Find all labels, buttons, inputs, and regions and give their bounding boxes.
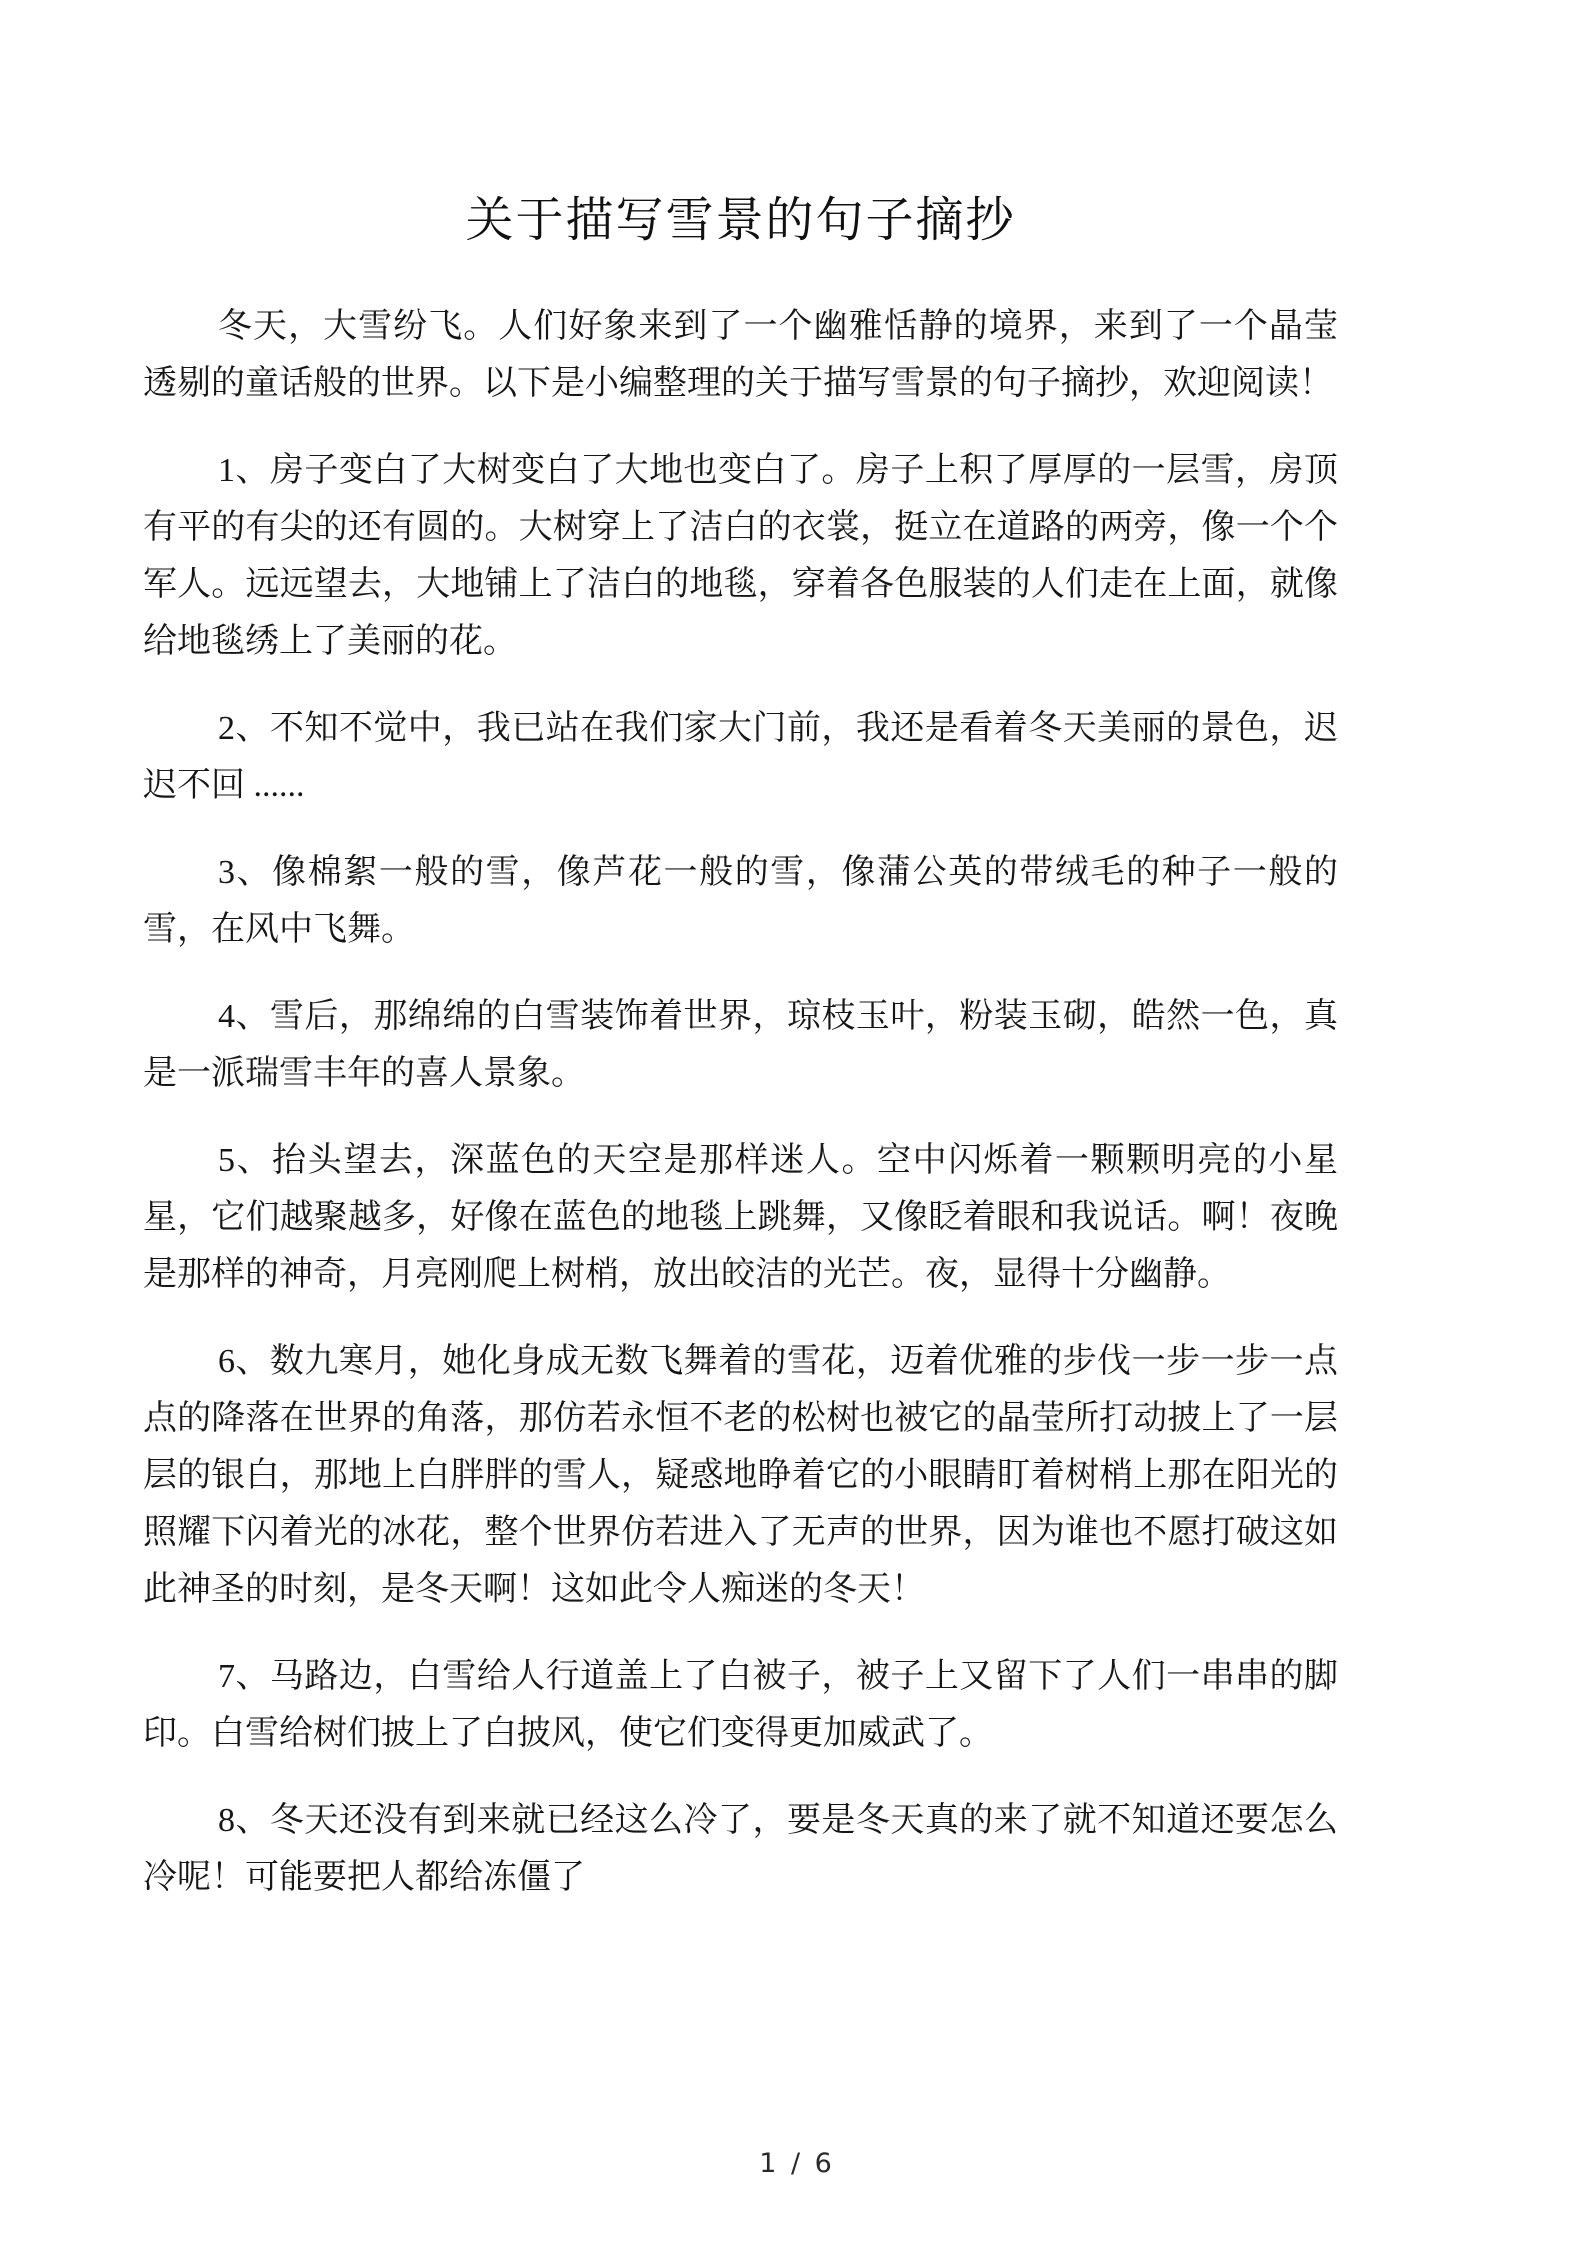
sentence-paragraph-7: 7、马路边，白雪给人行道盖上了白被子，被子上又留下了人们一串串的脚印。白雪给树们披上了白披风，使它们变得更加威武了。 [143, 1658, 1338, 1752]
sentence-paragraph-5: 5、抬头望去，深蓝色的天空是那样迷人。空中闪烁着一颗颗明亮的小星星，它们越聚越多，好像在蓝色的地毯上跳舞，又像眨着眼和我说话。啊！夜晚是那样的神奇，月亮刚爬上树梢，放出皎洁的光芒。夜，显得十分幽静。 [143, 1142, 1338, 1293]
sentence-paragraph-8: 8、冬天还没有到来就已经这么冷了，要是冬天真的来了就不知道还要怎么冷呢！可能要把人都给冻僵了 [143, 1802, 1338, 1896]
sentence-paragraph-6: 6、数九寒月，她化身成无数飞舞着的雪花，迈着优雅的步伐一步一步一点点的降落在世界的角落，那仿若永恒不老的松树也被它的晶莹所打动披上了一层层的银白，那地上白胖胖的雪人，疑惑地睁着它的小眼睛盯着树梢上那在阳光的照耀下闪着光的冰花，整个世界仿若进入了无声的世界，因为谁也不愿打破这如此神圣的时刻，是冬天啊！这如此令人痴迷的冬天！ [143, 1343, 1338, 1608]
page-number: 1 / 6 [759, 2148, 835, 2179]
intro-paragraph: 冬天，大雪纷飞。人们好象来到了一个幽雅恬静的境界，来到了一个晶莹透剔的童话般的世界。以下是小编整理的关于描写雪景的句子摘抄，欢迎阅读！ [143, 308, 1338, 402]
sentence-paragraph-4: 4、雪后，那绵绵的白雪装饰着世界，琼枝玉叶，粉装玉砌，皓然一色，真是一派瑞雪丰年的喜人景象。 [143, 998, 1338, 1092]
sentence-paragraph-1: 1、房子变白了大树变白了大地也变白了。房子上积了厚厚的一层雪，房顶有平的有尖的还有圆的。大树穿上了洁白的衣裳，挺立在道路的两旁，像一个个军人。远远望去，大地铺上了洁白的地毯，穿着各色服装的人们走在上面，就像给地毯绣上了美丽的花。 [143, 452, 1338, 660]
sentence-paragraph-3: 3、像棉絮一般的雪，像芦花一般的雪，像蒲公英的带绒毛的种子一般的雪，在风中飞舞。 [143, 854, 1338, 948]
sentence-paragraph-2: 2、不知不觉中，我已站在我们家大门前，我还是看着冬天美丽的景色，迟迟不回 ...... [143, 710, 1338, 804]
document-content [143, 0, 1338, 1936]
document-title: 关于描写雪景的句子摘抄 [465, 194, 1016, 247]
